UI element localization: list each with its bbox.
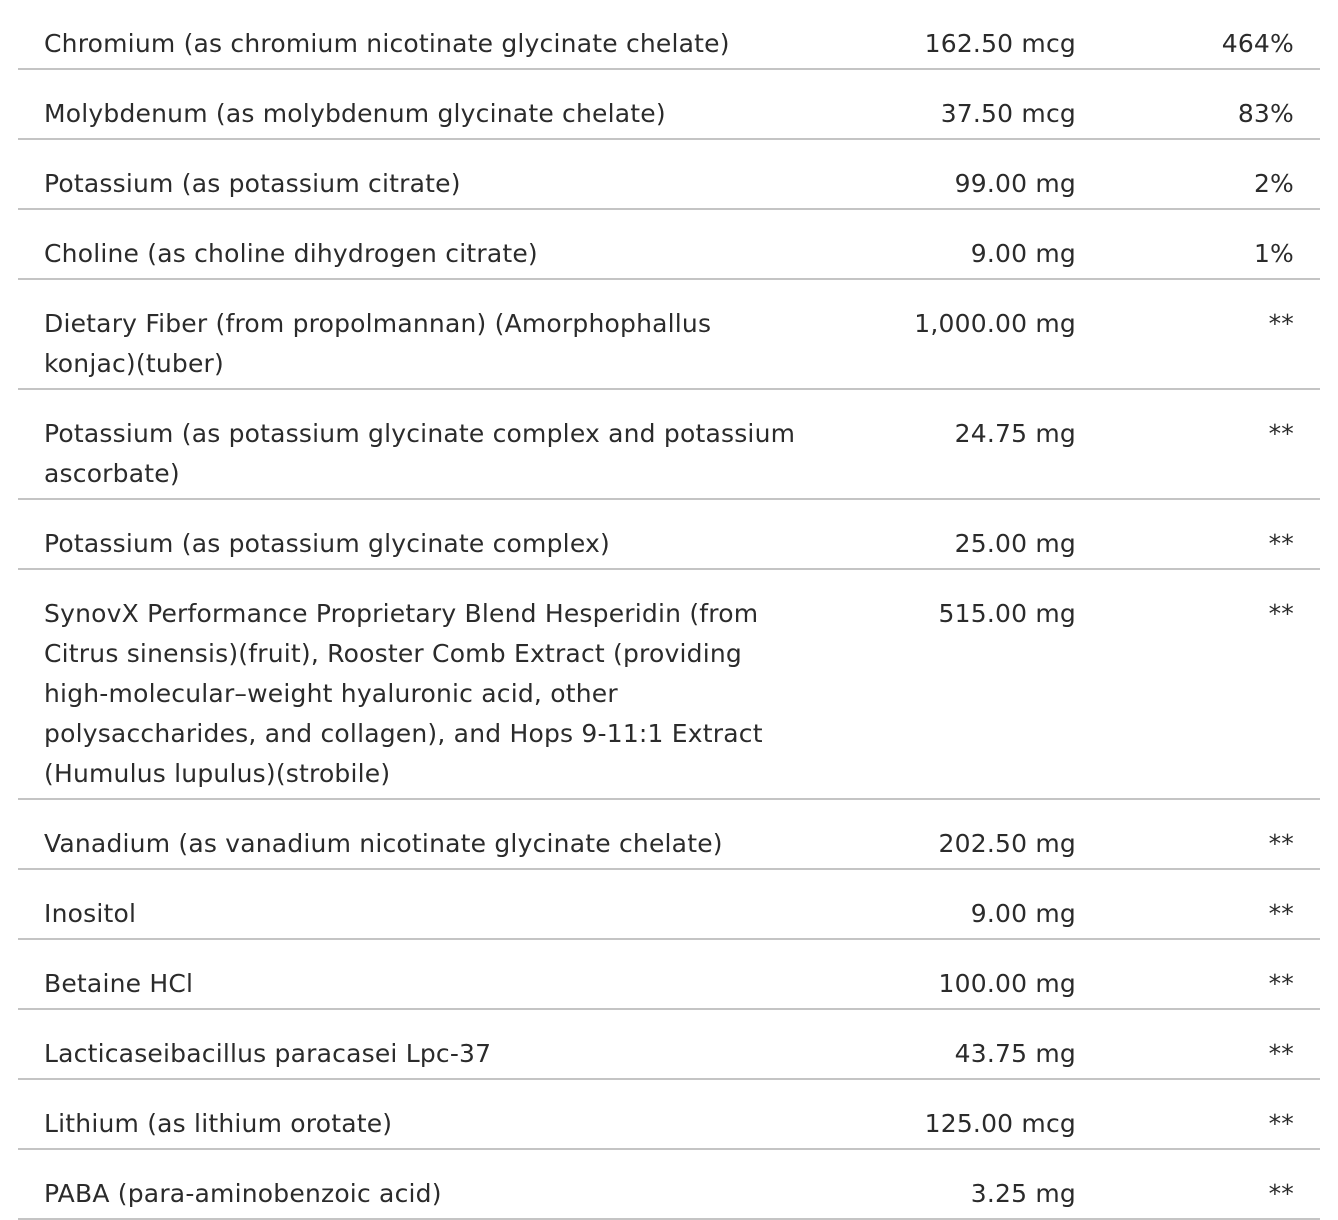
ingredient-amount: 24.75 mg: [954, 419, 1076, 448]
ingredient-amount: 125.00 mcg: [924, 1109, 1076, 1138]
daily-value: **: [1268, 899, 1294, 928]
daily-value: 2%: [1253, 169, 1294, 198]
ingredient-name: Betaine HCl: [44, 969, 194, 998]
table-row: [18, 1080, 1320, 1150]
daily-value: **: [1268, 829, 1294, 858]
ingredient-name: Chromium (as chromium nicotinate glycinate chelate): [44, 29, 730, 58]
table-row: [18, 570, 1320, 800]
ingredient-name: SynovX Performance Proprietary Blend Hesperidin (from Citrus sinensis)(fruit), Rooster Comb Extract (providing high-molecular–weight hyaluronic acid, other polysaccharides, and collagen), and Hops 9-11:1 Extract (Humulus lupulus)(strobile): [44, 599, 763, 788]
table-row: [18, 210, 1320, 280]
daily-value: **: [1268, 309, 1294, 338]
ingredient-amount: 99.00 mg: [954, 169, 1076, 198]
table-row: [18, 0, 1320, 70]
ingredient-name: PABA (para-aminobenzoic acid): [44, 1179, 442, 1208]
ingredient-amount: 100.00 mg: [938, 969, 1076, 998]
daily-value: **: [1268, 529, 1294, 558]
ingredient-name: Lithium (as lithium orotate): [44, 1109, 393, 1138]
table-row: [18, 1150, 1320, 1220]
ingredient-amount: 9.00 mg: [970, 899, 1076, 928]
ingredient-amount: 515.00 mg: [938, 599, 1076, 628]
daily-value: **: [1268, 419, 1294, 448]
ingredient-amount: 202.50 mg: [938, 829, 1076, 858]
ingredient-amount: 43.75 mg: [954, 1039, 1076, 1068]
ingredient-amount: 37.50 mcg: [940, 99, 1076, 128]
table-row: [18, 70, 1320, 140]
ingredient-amount: 25.00 mg: [954, 529, 1076, 558]
daily-value: **: [1268, 1109, 1294, 1138]
table-row: [18, 940, 1320, 1010]
ingredient-name: Molybdenum (as molybdenum glycinate chelate): [44, 99, 666, 128]
ingredient-name: Dietary Fiber (from propolmannan) (Amorphophallus konjac)(tuber): [44, 309, 712, 378]
daily-value: **: [1268, 969, 1294, 998]
ingredient-amount: 9.00 mg: [970, 239, 1076, 268]
table-row: [18, 390, 1320, 500]
daily-value: **: [1268, 599, 1294, 628]
ingredient-name: Inositol: [44, 899, 137, 928]
daily-value: 83%: [1237, 99, 1294, 128]
daily-value: 1%: [1253, 239, 1294, 268]
ingredient-name: Choline (as choline dihydrogen citrate): [44, 239, 538, 268]
daily-value: 464%: [1221, 29, 1294, 58]
table-row: [18, 800, 1320, 870]
table-row: [18, 870, 1320, 940]
ingredient-name: Potassium (as potassium glycinate complex and potassium ascorbate): [44, 419, 796, 488]
daily-value: **: [1268, 1179, 1294, 1208]
ingredient-name: Potassium (as potassium glycinate complex): [44, 529, 610, 558]
ingredient-name: Potassium (as potassium citrate): [44, 169, 461, 198]
table-row: [18, 1010, 1320, 1080]
ingredient-name: Vanadium (as vanadium nicotinate glycinate chelate): [44, 829, 723, 858]
table-row: [18, 280, 1320, 390]
ingredient-amount: 3.25 mg: [970, 1179, 1076, 1208]
table-row: [18, 140, 1320, 210]
table-row: [18, 500, 1320, 570]
ingredient-amount: 162.50 mcg: [924, 29, 1076, 58]
supplement-facts-table: [18, 0, 1320, 1220]
ingredient-name: Lacticaseibacillus paracasei Lpc-37: [44, 1039, 492, 1068]
daily-value: **: [1268, 1039, 1294, 1068]
ingredient-amount: 1,000.00 mg: [914, 309, 1076, 338]
